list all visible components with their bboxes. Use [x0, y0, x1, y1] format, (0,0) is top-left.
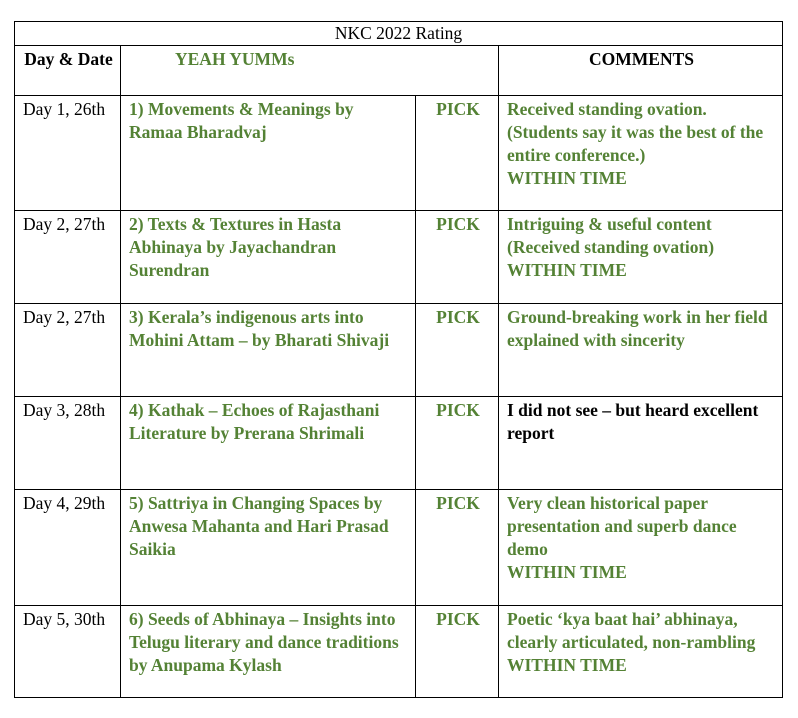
comment-text: Poetic ‘kya baat hai’ abhinaya, clearly articulated, non-rambling — [507, 609, 756, 652]
presentation-title: 5) Sattriya in Changing Spaces by Anwesa Mahanta and Hari Prasad Saikia — [121, 490, 416, 606]
table-row — [15, 397, 783, 490]
day-cell: Day 1, 26th — [15, 96, 121, 211]
table-row — [15, 304, 783, 397]
comment-cell — [499, 606, 783, 698]
comment-cell — [499, 304, 783, 397]
presentation-title: 6) Seeds of Abhinaya – Insights into Telugu literary and dance traditions by Anupama Kylash — [121, 606, 416, 698]
within-time-label: WITHIN TIME — [507, 168, 627, 188]
comment-text: Very clean historical paper presentation and superb dance demo — [507, 493, 737, 559]
comment-text: I did not see – but heard excellent report — [507, 400, 759, 443]
rating-cell: PICK — [416, 96, 499, 211]
rating-cell: PICK — [416, 211, 499, 304]
rating-cell: PICK — [416, 490, 499, 606]
header-comments: COMMENTS — [499, 46, 783, 96]
presentation-title: 2) Texts & Textures in Hasta Abhinaya by Jayachandran Surendran — [121, 211, 416, 304]
day-cell: Day 5, 30th — [15, 606, 121, 698]
comment-cell — [499, 490, 783, 606]
day-cell: Day 4, 29th — [15, 490, 121, 606]
comment-text: Received standing ovation. (Students say it was the best of the entire conference.) — [507, 99, 764, 165]
day-cell: Day 2, 27th — [15, 211, 121, 304]
presentation-title: 3) Kerala’s indigenous arts into Mohini Attam – by Bharati Shivaji — [121, 304, 416, 397]
rating-cell: PICK — [416, 304, 499, 397]
table-row — [15, 606, 783, 698]
day-cell: Day 2, 27th — [15, 304, 121, 397]
table-row — [15, 490, 783, 606]
rating-table — [14, 21, 783, 698]
within-time-label: WITHIN TIME — [507, 260, 627, 280]
presentation-title: 4) Kathak – Echoes of Rajasthani Literature by Prerana Shrimali — [121, 397, 416, 490]
day-cell: Day 3, 28th — [15, 397, 121, 490]
table-title: NKC 2022 Rating — [15, 22, 783, 46]
rating-document — [14, 21, 782, 698]
comment-text: Intriguing & useful content (Received standing ovation) — [507, 214, 715, 257]
within-time-label: WITHIN TIME — [507, 562, 627, 582]
comment-text: Ground-breaking work in her field explained with sincerity — [507, 307, 768, 350]
comment-cell — [499, 211, 783, 304]
header-yeah-yumms: YEAH YUMMs — [121, 46, 499, 96]
within-time-label: WITHIN TIME — [507, 655, 627, 675]
rating-cell: PICK — [416, 397, 499, 490]
table-row — [15, 96, 783, 211]
comment-cell — [499, 397, 783, 490]
comment-cell — [499, 96, 783, 211]
rating-cell: PICK — [416, 606, 499, 698]
header-day-date: Day & Date — [15, 46, 121, 96]
presentation-title: 1) Movements & Meanings by Ramaa Bharadvaj — [121, 96, 416, 211]
table-row — [15, 211, 783, 304]
